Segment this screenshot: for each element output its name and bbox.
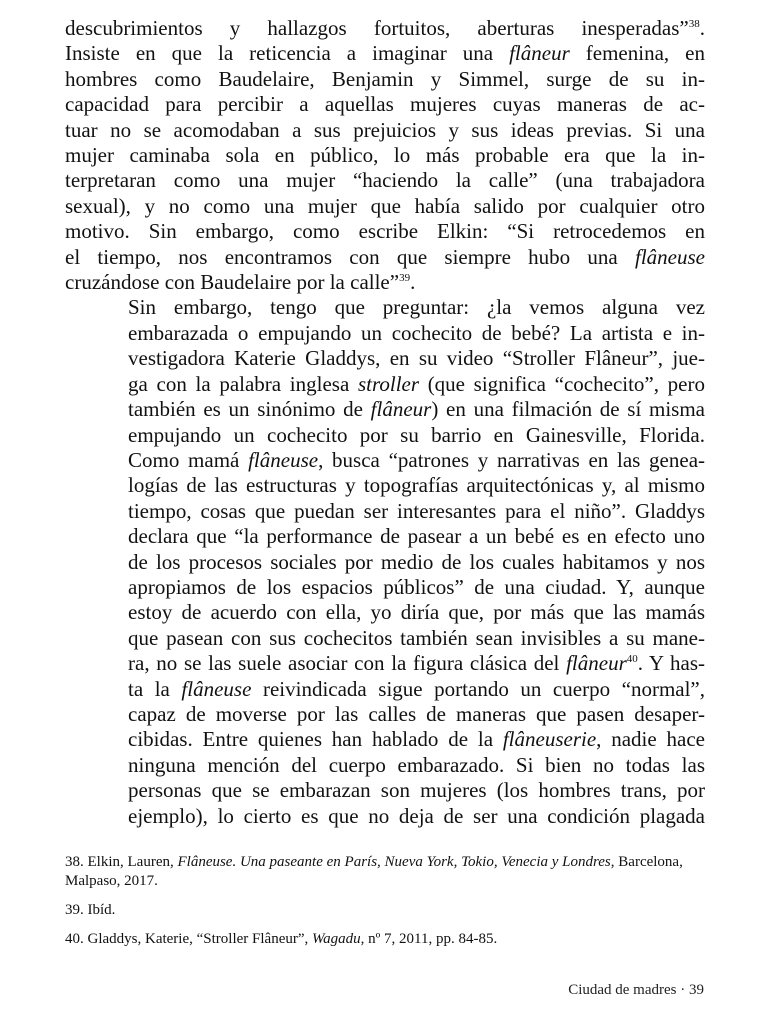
text-line: empujando un cochecito por su barrio en Gainesville, Florida. (128, 422, 705, 447)
text-line: ta la flâneuse reivindicada sigue portando un cuerpo “normal”, (128, 676, 705, 701)
text-line: de los procesos sociales por medio de los cuales habitamos y nos (128, 549, 705, 574)
text-line: ga con la palabra inglesa stroller (que significa “cochecito”, pero (128, 371, 705, 396)
text-line: motivo. Sin embargo, como escribe Elkin: “Si retrocedemos en (65, 219, 705, 244)
text-line: tiempo, cosas que puedan ser interesantes para el niño”. Gladdys (128, 498, 705, 523)
text-line: hombres como Baudelaire, Benjamin y Simmel, surge de su in- (65, 66, 705, 91)
italic-text: flâneuserie (502, 727, 597, 752)
text-line: capacidad para percibir a aquellas mujeres cuyas maneras de ac- (65, 92, 705, 117)
footnote: 39. Ibíd. (65, 902, 116, 918)
text-line: estoy de acuerdo con ella, yo diría que, por más que las mamás (128, 600, 705, 625)
text-line: embarazada o empujando un cochecito de bebé? La artista e in- (128, 320, 705, 345)
text-line: Como mamá flâneuse, busca “patrones y narrativas en las genea- (128, 447, 706, 472)
text-line: cibidas. Entre quienes han hablado de la flâneuserie, nadie hace (128, 727, 705, 752)
footnote: 40. Gladdys, Katerie, “Stroller Flâneur”, Wagadu, nº 7, 2011, pp. 84-85. (65, 931, 498, 947)
italic-text: stroller (357, 371, 420, 396)
italic-text: flâneur (370, 397, 432, 422)
text-line: apropiamos de los espacios públicos” de una ciudad. Y, aunque (128, 574, 705, 599)
italic-text: flâneur (509, 41, 570, 66)
text-line: declara que “la performance de pasear a un bebé es en efecto uno (128, 524, 705, 549)
text-line: terpretaran como una mujer “haciendo la calle” (una trabajadora (65, 168, 705, 193)
text-line: Sin embargo, tengo que preguntar: ¿la vemos alguna vez (128, 295, 705, 320)
italic-text: flâneur (566, 651, 627, 676)
footnotes (65, 853, 705, 959)
paragraph-1 (65, 16, 705, 295)
text-line: también es un sinónimo de flâneur) en una filmación de sí misma (128, 397, 706, 422)
text-line: personas que se embarazan son mujeres (los hombres trans, por (128, 778, 705, 803)
running-footer (568, 982, 704, 999)
text-line: cruzándose con Baudelaire por la calle”$^{39}$. (65, 270, 416, 295)
text-line: sexual), y no como una mujer que había salido por cualquier otro (65, 193, 705, 218)
text-line: descubrimientos y hallazgos fortuitos, aberturas inesperadas”$^{38}$. (65, 16, 705, 40)
text-line: mujer caminaba sola en público, lo más probable era que la in- (65, 143, 705, 168)
paragraph-2 (65, 295, 705, 829)
text-line: ejemplo), lo cierto es que no deja de ser una condición plagada (128, 803, 705, 828)
italic-text: flâneuse (181, 676, 252, 701)
text-line: vestigadora Katerie Gladdys, en su video “Stroller Flâneur”, jue- (128, 346, 705, 371)
footnote-reference: 38 (688, 18, 700, 30)
main-text (65, 16, 705, 829)
text-line: Insiste en que la reticencia a imaginar una flâneur femenina, en (65, 41, 705, 66)
italic-text: flâneuse (248, 447, 319, 472)
text-line: capaz de moverse por las calles de maneras que pasen desaper- (128, 701, 705, 726)
text-line: ra, no se las suele asociar con la figura clásica del flâneur$^{40}$. Y has- (128, 651, 705, 676)
text-line: tuar no se acomodaban a sus prejuicios y sus ideas previas. Si una (65, 117, 705, 142)
running-head-page-number: Ciudad de madres · 39 (568, 982, 704, 998)
text-line: ninguna mención del cuerpo embarazado. Si bien no todas las (128, 752, 705, 777)
italic-text: flâneuse (635, 244, 705, 269)
text-line: el tiempo, nos encontramos con que siempre hubo una flâneuse (65, 244, 705, 269)
italic-text: Wagadu (312, 931, 361, 947)
text-line: que pasean con sus cochecitos también sean invisibles a su mane- (128, 625, 705, 650)
italic-text: Flâneuse. Una paseante en París, Nueva York, Tokio, Venecia y Londres (177, 854, 611, 870)
footnote: 38. Elkin, Lauren, Flâneuse. Una paseante en París, Nueva York, Tokio, Venecia y Londres, Barcelona, Malpaso, 2017. (65, 854, 683, 889)
footnote-reference: 40 (626, 653, 638, 666)
text-line: logías de las estructuras y topografías arquitectónicas y, al mismo (128, 473, 705, 498)
footnote-reference: 39 (399, 272, 411, 285)
